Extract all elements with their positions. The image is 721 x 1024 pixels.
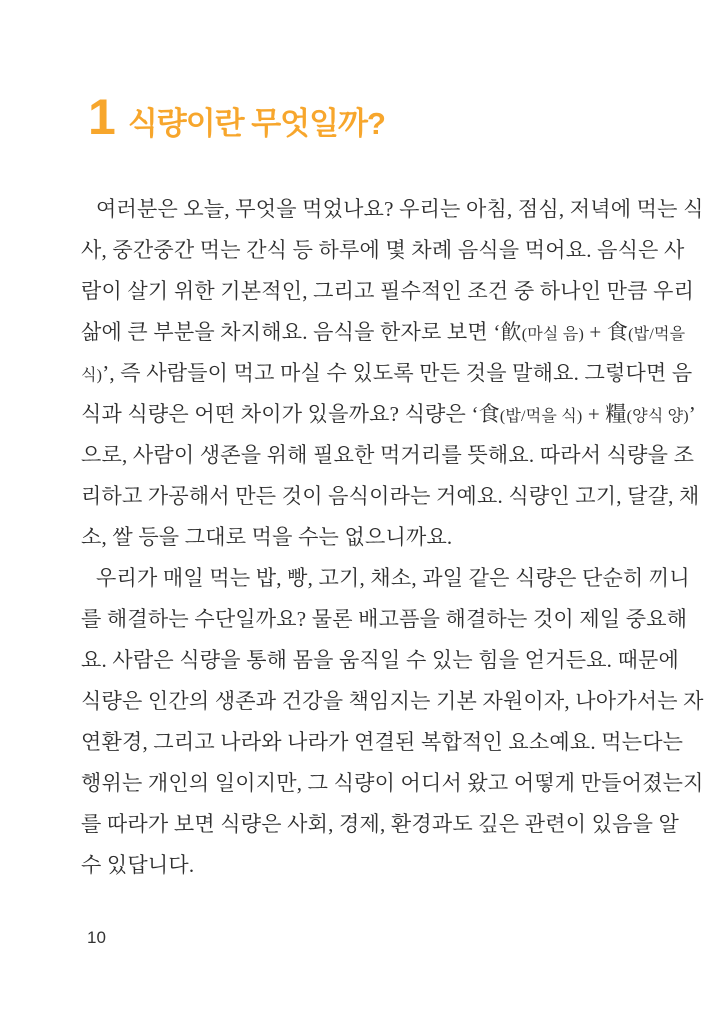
body-line	[81, 804, 680, 845]
annotation-text: (밥/먹을 식)	[499, 408, 583, 425]
body-segment: 를 따라가 보면 식량은 사회, 경제, 환경과도 깊은 관련이 있음을 알	[81, 812, 680, 836]
body-line	[81, 189, 704, 230]
body-segment: 행위는 개인의 일이지만, 그 식량이 어디서 왔고 어떻게 만들어졌는지	[81, 771, 704, 795]
body-segment: 으로, 사람이 생존을 위해 필요한 먹거리를 뜻해요. 따라서 식량을 조	[81, 443, 695, 467]
body-segment: 수 있답니다.	[81, 853, 195, 877]
chapter-title: 식량이란 무엇일까?	[127, 106, 385, 141]
body-line	[81, 394, 696, 435]
annotation-text: (양식 양)	[626, 408, 689, 425]
body-line	[81, 230, 685, 271]
body-line	[81, 476, 700, 517]
body-line	[81, 558, 690, 599]
body-line	[81, 271, 695, 312]
body-segment: 우리가 매일 먹는 밥, 빵, 고기, 채소, 과일 같은 식량은 단순히 끼니	[96, 566, 690, 590]
page-number: 10	[87, 928, 106, 947]
body-line	[81, 722, 684, 763]
body-segment: 를 해결하는 수단일까요? 물론 배고픔을 해결하는 것이 제일 중요해	[81, 607, 688, 631]
chapter-number: 1	[88, 89, 115, 145]
body-segment: 삶에 큰 부분을 차지해요. 음식을 한자로 보면 ‘飮	[81, 320, 522, 344]
body-segment: 람이 살기 위한 기본적인, 그리고 필수적인 조건 중 하나인 만큼 우리	[81, 279, 695, 303]
body-line	[81, 681, 704, 722]
body-segment: 식과 식량은 어떤 차이가 있을까요? 식량은 ‘食	[81, 402, 500, 426]
body-segment: 요. 사람은 식량을 통해 몸을 움직일 수 있는 힘을 얻거든요. 때문에	[81, 648, 680, 672]
body-segment: 연환경, 그리고 나라와 나라가 연결된 복합적인 요소예요. 먹는다는	[81, 730, 684, 754]
body-segment: 소, 쌀 등을 그대로 먹을 수는 없으니까요.	[81, 525, 453, 549]
annotation-text: (밥/먹을	[628, 326, 686, 343]
body-segment: 식량은 인간의 생존과 건강을 책임지는 기본 자원이자, 나아가서는 자	[81, 689, 704, 713]
body-segment: ’	[688, 402, 696, 426]
annotation-text: 식)	[81, 367, 103, 384]
annotation-text: (마실 음)	[521, 326, 584, 343]
body-segment: 사, 중간중간 먹는 간식 등 하루에 몇 차례 음식을 먹어요. 음식은 사	[81, 238, 685, 262]
body-line	[81, 763, 704, 804]
body-line	[81, 640, 680, 681]
body-line	[81, 312, 686, 353]
body-line	[81, 845, 653, 886]
body-segment: 여러분은 오늘, 무엇을 먹었나요? 우리는 아침, 점심, 저녁에 먹는 식	[96, 197, 704, 221]
body-segment: + 糧	[582, 402, 627, 426]
body-line	[81, 353, 693, 394]
body-segment: 리하고 가공해서 만든 것이 음식이라는 거예요. 식량인 고기, 달걀, 채	[81, 484, 700, 508]
body-segment: ’, 즉 사람들이 먹고 마실 수 있도록 만든 것을 말해요. 그렇다면 음	[102, 361, 693, 385]
body-text	[81, 189, 704, 886]
chapter-heading	[88, 89, 385, 145]
body-line	[81, 517, 653, 558]
body-line	[81, 435, 695, 476]
body-line	[81, 599, 688, 640]
body-segment: + 食	[583, 320, 629, 344]
